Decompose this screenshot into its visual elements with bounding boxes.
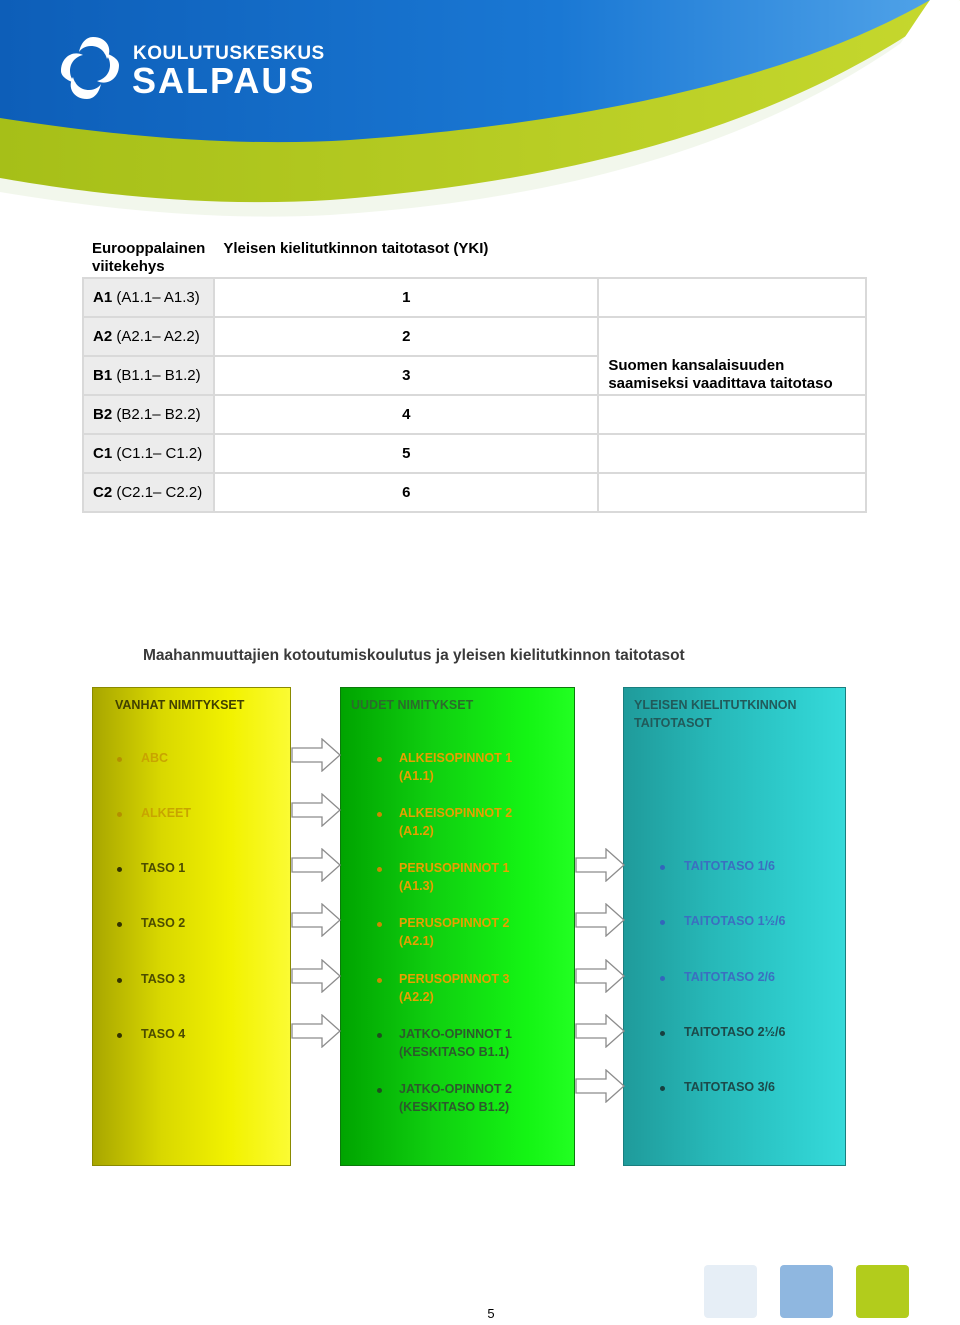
old-item: ALKEET: [141, 806, 191, 820]
arrow-right-icon: [575, 1014, 625, 1048]
table-row: [83, 278, 866, 317]
table-row: [83, 434, 866, 473]
note-cell-empty: [598, 278, 866, 317]
bullet-icon: [660, 920, 665, 925]
citizenship-note: Suomen kansalaisuuden saamiseksi vaadittava taitotaso: [598, 317, 866, 395]
salpaus-logo[interactable]: [55, 33, 325, 103]
bullet-icon: [377, 867, 382, 872]
cefr-cell: [83, 317, 214, 356]
bullet-icon: [377, 922, 382, 927]
yki-item: TAITOTASO 1½/6: [684, 914, 786, 928]
old-item: ABC: [141, 751, 169, 765]
cefr-code: B2: [93, 405, 113, 423]
new-item: ALKEISOPINNOT 2 (A1.2): [399, 806, 513, 838]
yki-item: TAITOTASO 1/6: [684, 859, 775, 873]
cefr-range: (A2.1– A2.2): [112, 327, 200, 345]
bullet-icon: [117, 922, 122, 927]
arrow-right-icon: [291, 848, 341, 882]
cefr-code: A2: [93, 327, 113, 345]
header-yki: Yleisen kielitutkinnon taitotasot (YKI): [223, 240, 489, 257]
logo-text-bottom: SALPAUS: [132, 60, 316, 101]
bullet-icon: [377, 812, 382, 817]
yki-cell: 3: [214, 356, 598, 395]
table-header-row: [83, 238, 866, 278]
table-row: [83, 473, 866, 512]
panel-yki-title: YLEISEN KIELITUTKINNON TAITOTASOT: [634, 698, 797, 730]
logo-text-top: KOULUTUSKESKUS: [133, 43, 325, 64]
arrow-right-icon: [575, 1069, 625, 1103]
arrow-right-icon: [575, 903, 625, 937]
new-item: PERUSOPINNOT 1 (A1.3): [399, 861, 510, 893]
panel-new-title: UUDET NIMITYKSET: [351, 698, 474, 712]
yki-item: TAITOTASO 2½/6: [684, 1025, 786, 1039]
header-cefr: Eurooppalainen viitekehys: [92, 240, 206, 275]
cefr-code: C2: [93, 483, 113, 501]
cefr-range: (B2.1– B2.2): [112, 405, 201, 423]
new-item: PERUSOPINNOT 2 (A2.1): [399, 916, 510, 948]
yki-item: TAITOTASO 3/6: [684, 1080, 775, 1094]
panel-new-names: [340, 687, 575, 1166]
decor-square-blue: [780, 1265, 833, 1318]
bullet-icon: [377, 1088, 382, 1093]
bullet-icon: [377, 757, 382, 762]
cefr-code: C1: [93, 444, 113, 462]
cefr-range: (C1.1– C1.2): [112, 444, 203, 462]
bullet-icon: [660, 1031, 665, 1036]
header-banner: [0, 0, 960, 230]
yki-cell: 1: [214, 278, 598, 317]
salpaus-logo-mark-icon: [55, 33, 125, 103]
cefr-cell: [83, 434, 214, 473]
note-cell-empty: [598, 434, 866, 473]
old-item: TASO 4: [141, 1027, 186, 1041]
yki-cell: 2: [214, 317, 598, 356]
yki-item: TAITOTASO 2/6: [684, 970, 775, 984]
decor-square-light: [704, 1265, 757, 1318]
new-item: PERUSOPINNOT 3 (A2.2): [399, 972, 510, 1004]
cefr-cell: [83, 395, 214, 434]
bullet-icon: [660, 1086, 665, 1091]
cefr-code: A1: [93, 288, 113, 306]
table-row: [83, 395, 866, 434]
cefr-range: (A1.1– A1.3): [112, 288, 200, 306]
cefr-cell: [83, 356, 214, 395]
note-cell-empty: [598, 395, 866, 434]
yki-cell: 6: [214, 473, 598, 512]
yki-cell: 4: [214, 395, 598, 434]
bullet-icon: [377, 978, 382, 983]
bullet-icon: [117, 1033, 122, 1038]
page-number: 5: [487, 1306, 495, 1321]
arrow-right-icon: [291, 1014, 341, 1048]
cefr-cell: [83, 278, 214, 317]
cefr-cell: [83, 473, 214, 512]
header-empty: [598, 238, 866, 278]
bullet-icon: [377, 1033, 382, 1038]
table-row: [83, 317, 866, 356]
arrow-right-icon: [575, 848, 625, 882]
arrow-right-icon: [575, 959, 625, 993]
new-item: JATKO-OPINNOT 2 (KESKITASO B1.2): [399, 1082, 512, 1114]
note-cell-empty: [598, 473, 866, 512]
bullet-icon: [117, 867, 122, 872]
cefr-code: B1: [93, 366, 113, 384]
new-item: JATKO-OPINNOT 1 (KESKITASO B1.1): [399, 1027, 512, 1059]
bullet-icon: [117, 812, 122, 817]
cefr-range: (C2.1– C2.2): [112, 483, 203, 501]
bullet-icon: [660, 865, 665, 870]
arrow-right-icon: [291, 959, 341, 993]
old-item: TASO 2: [141, 916, 186, 930]
new-item: ALKEISOPINNOT 1 (A1.1): [399, 751, 513, 783]
old-item: TASO 1: [141, 861, 186, 875]
panel-old-title: VANHAT NIMITYKSET: [115, 698, 245, 712]
yki-cell: 5: [214, 434, 598, 473]
decor-square-green: [856, 1265, 909, 1318]
level-table: [82, 238, 867, 513]
bullet-icon: [117, 757, 122, 762]
arrow-right-icon: [291, 793, 341, 827]
panel-yki-levels: [623, 687, 846, 1166]
cefr-range: (B1.1– B1.2): [112, 366, 201, 384]
old-item: TASO 3: [141, 972, 186, 986]
arrow-right-icon: [291, 738, 341, 772]
bullet-icon: [660, 976, 665, 981]
panel-old-names: [92, 687, 291, 1166]
bullet-icon: [117, 978, 122, 983]
arrow-right-icon: [291, 903, 341, 937]
diagram-title: Maahanmuuttajien kotoutumiskoulutus ja yleisen kielitutkinnon taitotasot: [143, 647, 685, 664]
